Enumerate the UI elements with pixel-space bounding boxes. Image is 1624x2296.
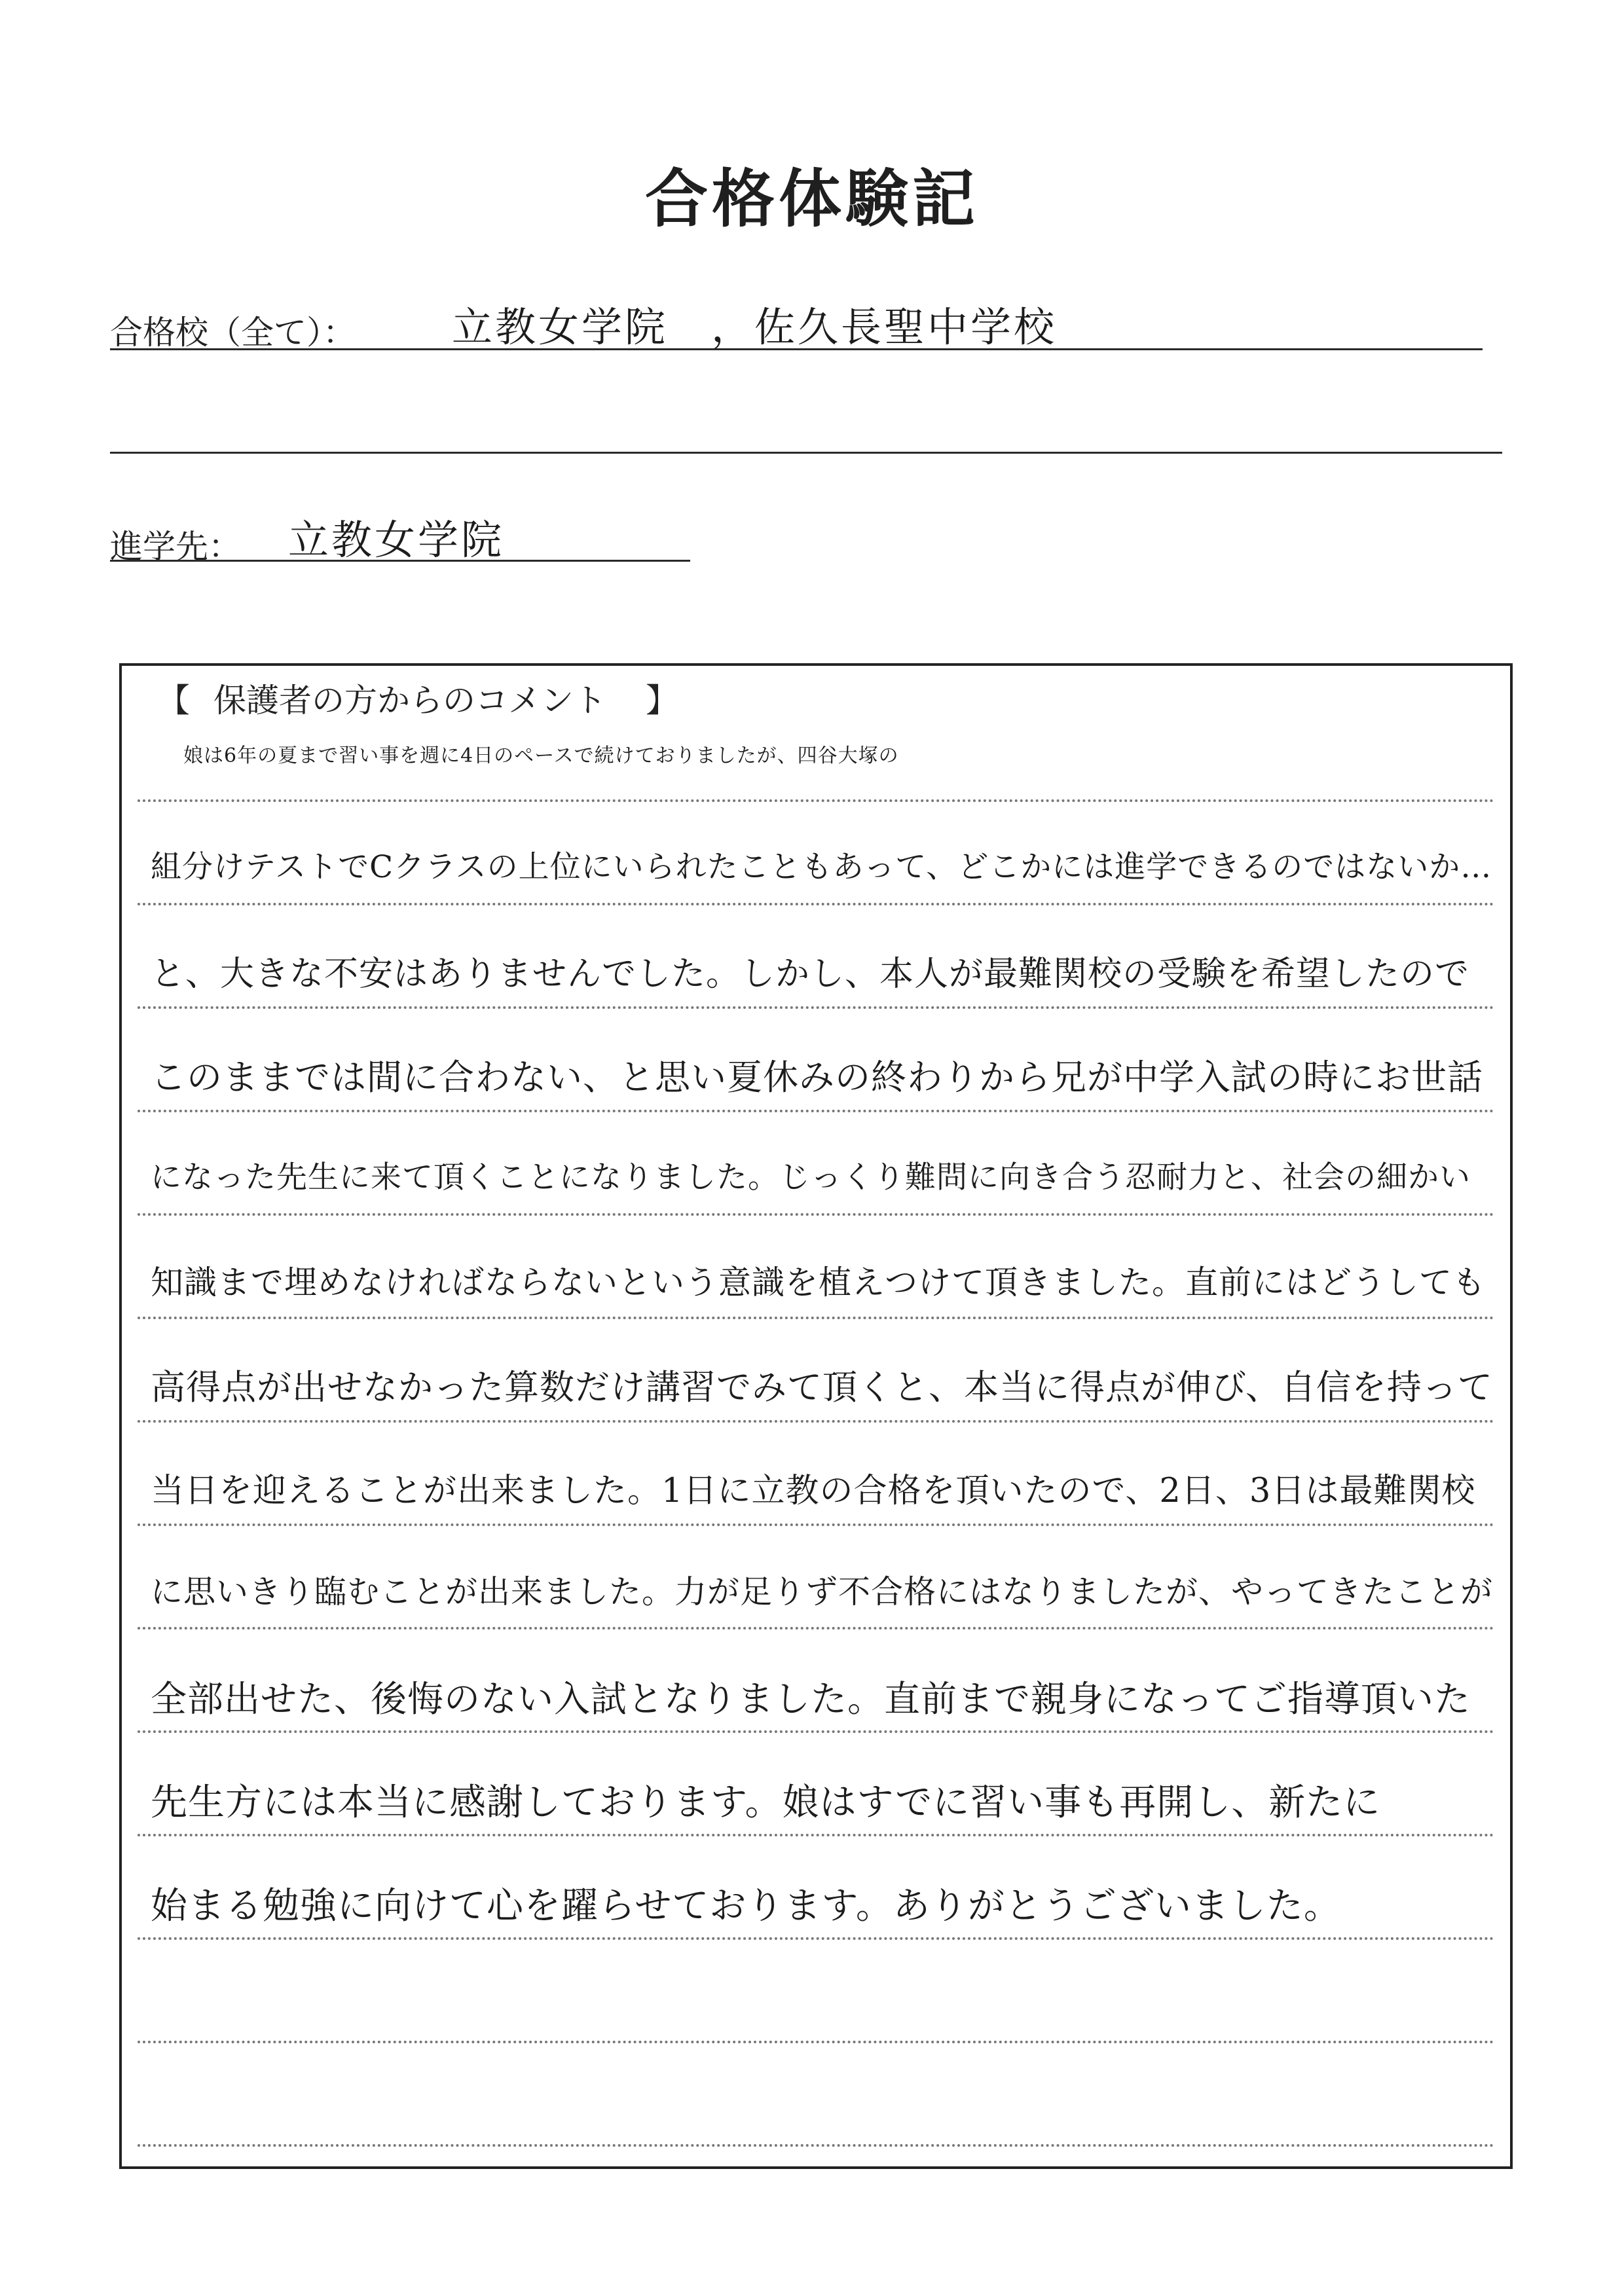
page-title: 合格体験記 [645,162,979,236]
dotted-rule [138,1523,1494,1526]
comment-line: このままでは間に合わない、と思い夏休みの終わりから兄が中学入試の時にお世話 [151,1057,1483,1098]
dotted-rule [138,1213,1494,1216]
comment-heading [157,674,678,721]
passed-schools-label: 合格校（全て）： [110,314,356,352]
comment-line: 高得点が出せなかった算数だけ講習でみて頂くと、本当に得点が伸び、自信を持って [151,1368,1493,1408]
dotted-rule [138,1110,1494,1112]
comment-heading-text: 保護者の方からのコメント [213,682,606,720]
dotted-rule [138,903,1494,905]
comment-box [119,663,1513,2169]
dotted-rule [138,1627,1494,1630]
comment-line: 当日を迎えることが出来ました。1日に立教の合格を頂いたので、2日、3日は最難関校 [151,1472,1476,1510]
dotted-rule [138,1420,1494,1423]
passed-schools-underline [110,348,1483,350]
dotted-rule [138,1937,1494,1940]
comment-line: 知識まで埋めなければならないという意識を植えつけて頂きました。直前にはどうしても [151,1264,1486,1302]
comment-bracket-open: 【 [157,682,190,720]
comment-line: 始まる勉強に向けて心を躍らせております。ありがとうございました。 [151,1885,1341,1927]
comment-line: 組分けテストでCクラスの上位にいられたこともあって、どこかには進学できるのではないか… [151,849,1492,885]
comment-line: 全部出せた、後悔のない入試となりました。直前まで親身になってご指導頂いた [151,1678,1471,1720]
comment-bracket-close: 】 [646,682,678,720]
enrolled-school-value: 立教女学院 [288,516,505,564]
passed-schools-second-line [110,452,1502,454]
comment-line: に思いきり臨むことが出来ました。力が足りず不合格にはなりましたが、やってきたことが [151,1573,1494,1611]
dotted-rule [138,2144,1494,2147]
dotted-rule [138,1730,1494,1733]
comment-line: 先生方には本当に感謝しております。娘はすでに習い事も再開し、新たに [151,1781,1381,1824]
dotted-rule [138,1006,1494,1009]
enrolled-school-underline [110,560,690,562]
dotted-rule [138,1317,1494,1319]
comment-line: になった先生に来て頂くことになりました。じっくり難問に向き合う忍耐力と、社会の細かい [151,1159,1471,1195]
dotted-rule [138,1834,1494,1836]
enrolled-school-label: 進学先： [110,528,241,566]
comment-line: 娘は6年の夏まで習い事を週に4日のペースで続けておりましたが、四谷大塚の [183,744,899,767]
passed-schools-value: 立教女学院 ，佐久長聖中学校 [452,303,1058,351]
comment-line: と、大きな不安はありませんでした。しかし、本人が最難関校の受験を希望したので [151,955,1470,994]
dotted-rule [138,799,1494,802]
dotted-rule [138,2041,1494,2043]
